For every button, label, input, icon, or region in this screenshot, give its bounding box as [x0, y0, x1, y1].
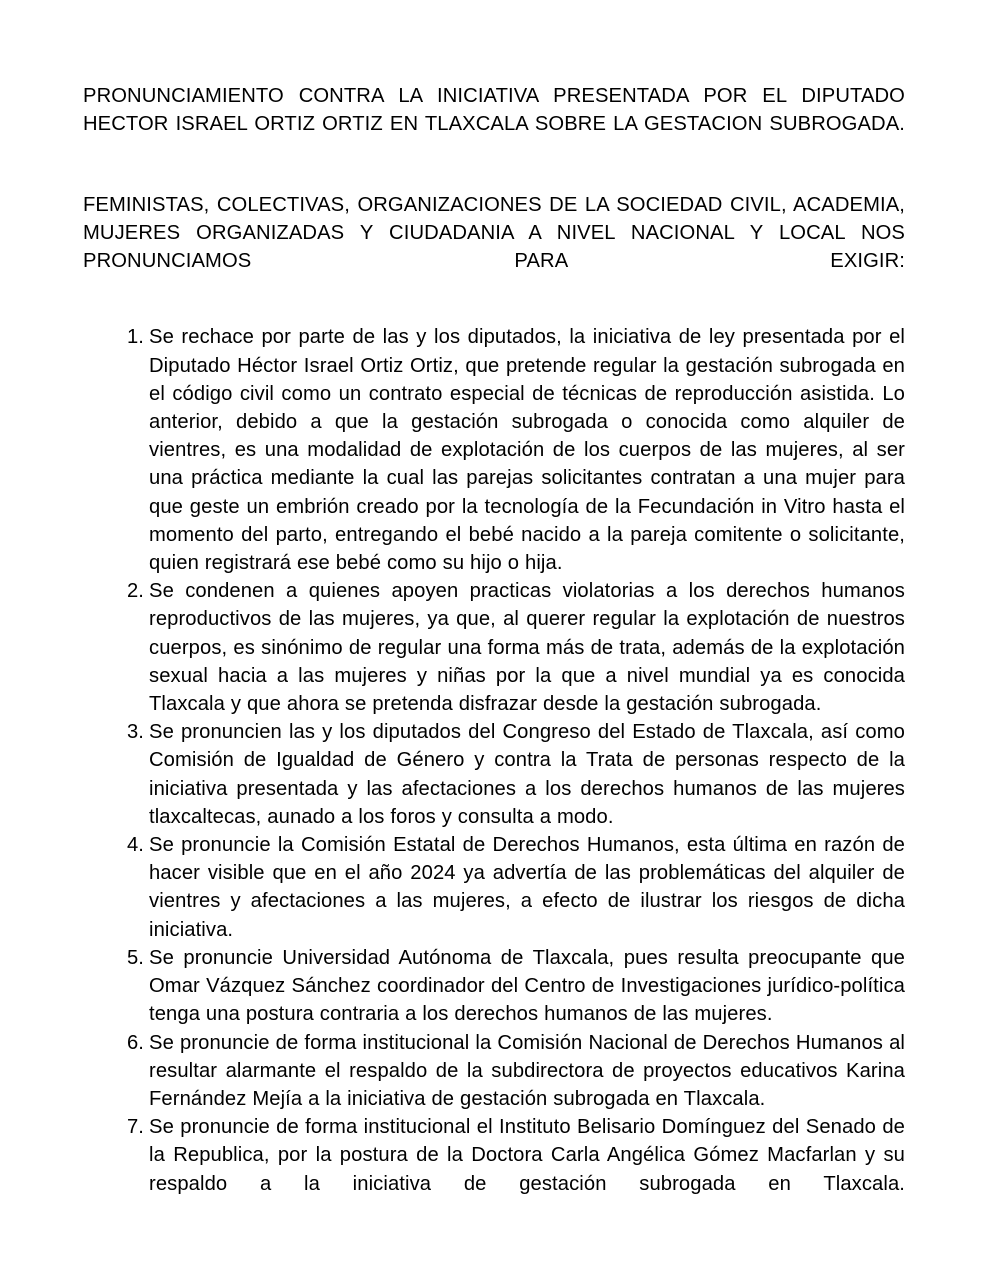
demand-number: 3.	[126, 721, 144, 744]
demand-item-1	[83, 323, 905, 577]
document-body	[83, 82, 905, 1226]
demand-number: 2.	[126, 580, 144, 603]
demand-text: Se rechace por parte de las y los diputados, la iniciativa de ley presentada por el Diputado Héctor Israel Ortiz Ortiz, que pretende regular la gestación subrogada en el código civil como un contrato especial de técnicas de reproducción asistida. Lo anterior, debido a que la gestación subrogada o conocida como alquiler de vientres, es una modalidad de explotación de los cuerpos de las mujeres, al ser una práctica mediante la cual las parejas solicitantes contratan a una mujer para que geste un embrión creado por la tecnología de la Fecundación in Vitro hasta el momento del parto, entregando el bebé nacido a la pareja comitente o solicitante, quien registrará ese bebé como su hijo o hija.	[149, 326, 905, 575]
demand-number: 6.	[126, 1031, 144, 1054]
demand-item-3	[83, 718, 905, 831]
demand-number: 5.	[126, 946, 144, 969]
demand-text: Se condenen a quienes apoyen practicas violatorias a los derechos humanos reproductivos de las mujeres, ya que, al querer regular la explotación de nuestros cuerpos, es sinónimo de regular una forma más de trata, además de la explotación sexual hacia a las mujeres y niñas por la que a nivel mundial ya es conocida Tlaxcala y que ahora se pretenda disfrazar desde la gestación subrogada.	[149, 580, 905, 716]
demand-text: Se pronuncie la Comisión Estatal de Derechos Humanos, esta última en razón de hacer visible que en el año 2024 ya advertía de las problemáticas del alquiler de vientres y afectaciones a las mujeres, a efecto de ilustrar los riesgos de dicha iniciativa.	[149, 834, 905, 941]
demand-text: Se pronuncie de forma institucional el Instituto Belisario Domínguez del Senado de la Republica, por la postura de la Doctora Carla Angélica Gómez Macfarlan y su respaldo a la iniciativa de gestación subrogada en Tlaxcala.	[149, 1116, 905, 1195]
demand-item-5	[83, 944, 905, 1029]
demand-item-7	[83, 1113, 905, 1226]
demand-item-4	[83, 831, 905, 944]
demand-item-2	[83, 577, 905, 718]
demand-item-6	[83, 1029, 905, 1114]
demand-number: 7.	[126, 1116, 144, 1139]
demand-text: Se pronuncie Universidad Autónoma de Tlaxcala, pues resulta preocupante que Omar Vázquez Sánchez coordinador del Centro de Investigaciones jurídico-política tenga una postura contraria a los derechos humanos de las mujeres.	[149, 946, 905, 1026]
document-subject-paragraph: FEMINISTAS, COLECTIVAS, ORGANIZACIONES DE LA SOCIEDAD CIVIL, ACADEMIA, MUJERES ORGANIZADAS Y CIUDADANIA A NIVEL NACIONAL Y LOCAL NOS PRONUNCIAMOS PARA EXIGIR:	[83, 193, 905, 273]
demand-number: 4.	[126, 834, 144, 857]
demand-text: Se pronuncie de forma institucional la Comisión Nacional de Derechos Humanos al resultar alarmante el respaldo de la subdirectora de proyectos educativos Karina Fernández Mejía a la iniciativa de gestación subrogada en Tlaxcala.	[149, 1031, 905, 1110]
demands-list	[83, 323, 905, 1226]
document-title-paragraph: PRONUNCIAMIENTO CONTRA LA INICIATIVA PRESENTADA POR EL DIPUTADO HECTOR ISRAEL ORTIZ ORTIZ EN TLAXCALA SOBRE LA GESTACION SUBROGADA.	[83, 85, 905, 136]
demand-number: 1.	[126, 326, 144, 349]
demand-text: Se pronuncien las y los diputados del Congreso del Estado de Tlaxcala, así como Comisión de Igualdad de Género y contra la Trata de personas respecto de la iniciativa presentada y las afectaciones a los derechos humanos de las mujeres tlaxcaltecas, aunado a los foros y consulta a modo.	[149, 721, 905, 828]
